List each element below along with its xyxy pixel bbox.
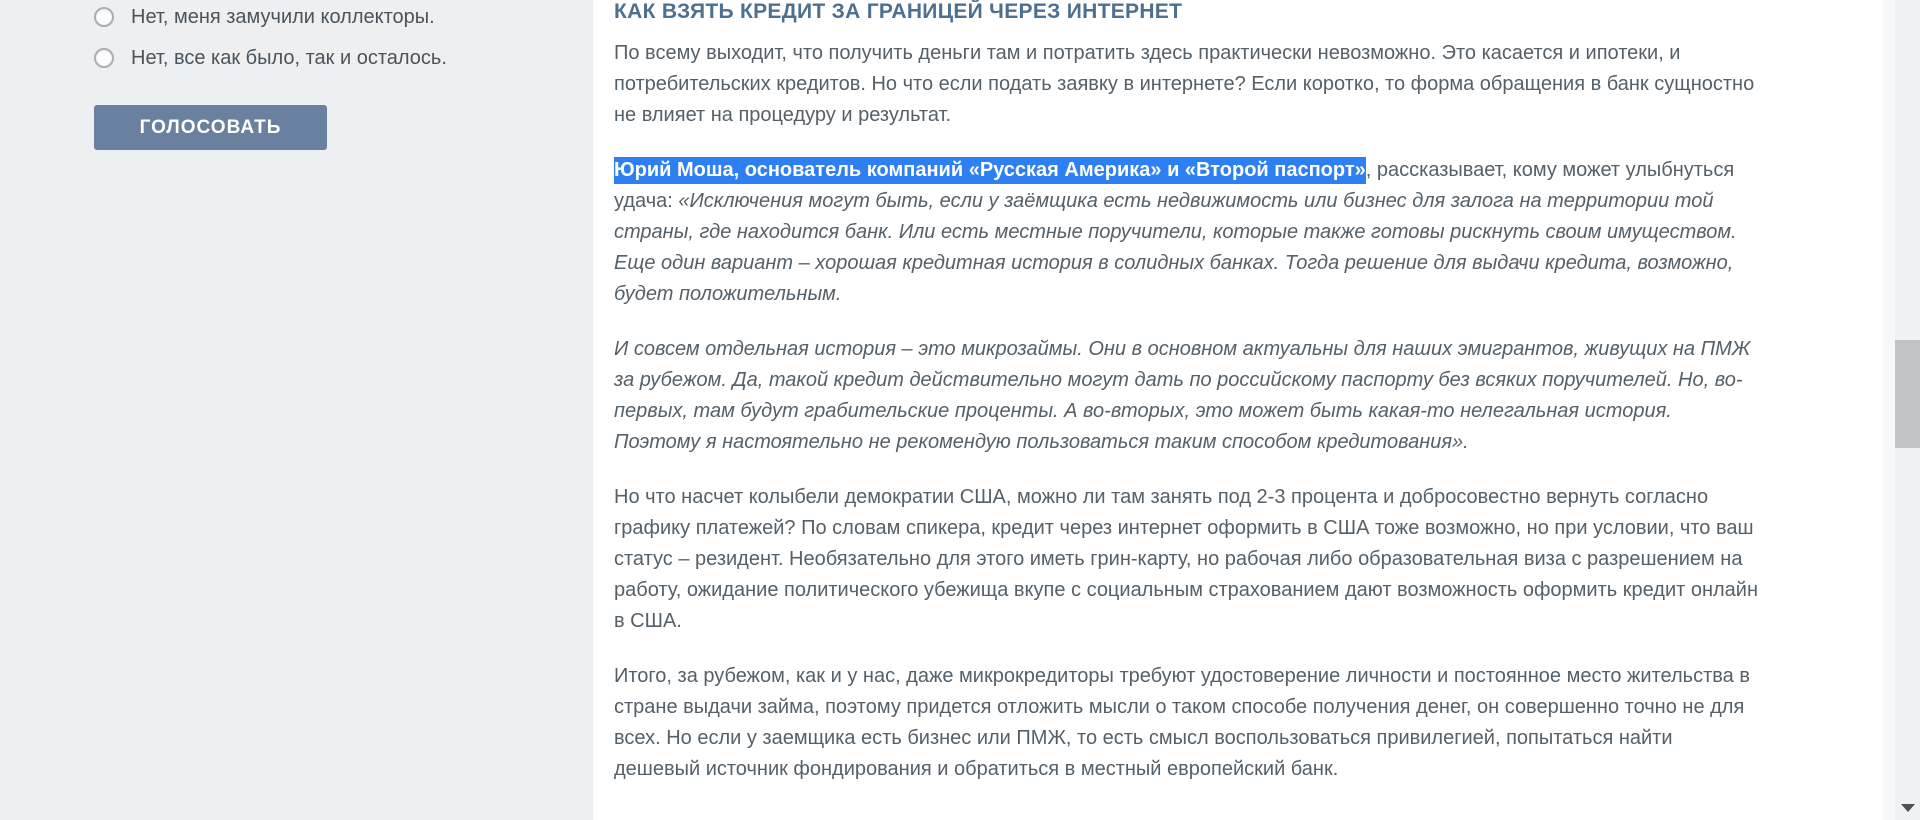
poll-option-label: Нет, меня замучили коллекторы. [131,5,435,28]
scrollbar-thumb[interactable] [1895,340,1920,448]
selected-text: Юрий Моша, основатель компаний «Русская Америка» и «Второй паспорт» [614,157,1366,184]
vote-button[interactable]: ГОЛОСОВАТЬ [94,105,327,150]
article-panel [593,0,1895,820]
paragraph-usa: Но что насчет колыбели демократии США, можно ли там занять под 2-3 процента и добросовестно вернуть согласно графику платежей? По словам спикера, кредит через интернет оформить в США тоже возможно, но при условии, что ваш статус – резидент. Необязательно для этого иметь грин-карту, но рабочая либо образовательная виза с разрешением на работу, ожидание политического убежища вкупе с социальным страхованием дают возможность оформить кредит онлайн в США. [614,486,1759,632]
scrollbar[interactable] [1895,0,1920,820]
paragraph-summary: Итого, за рубежом, как и у нас, даже микрокредиторы требуют удостоверение личности и постоянное место жительства в стране выдачи займа, поэтому придется отложить мысли о таком способе получения денег, он совершенно точно не для всех. Но если у заемщика есть бизнес или ПМЖ, то есть смысл воспользоваться привилегией, попытаться найти дешевый источник фондирования и обратиться в местный европейский банк. [614,665,1750,780]
paragraph-expert [614,155,1760,310]
radio-button-icon[interactable] [94,48,114,68]
poll-option-2[interactable] [94,44,554,72]
poll-option-label: Нет, все как было, так и осталось. [131,46,447,69]
poll-widget [94,3,554,150]
paragraph-intro: По всему выходит, что получить деньги там и потратить здесь практически невозможно. Это касается и ипотеки, и потребительских кредитов. Но что если подать заявку в интернете? Если коротко, то форма обращения в банк сущностно не влияет на процедуру и результат. [614,42,1755,126]
paragraph-quote-continued: И совсем отдельная история – это микрозаймы. Они в основном актуальны для наших эмигрантов, живущих на ПМЖ за рубежом. Да, такой кредит действительно могут дать по российскому паспорту без всяких поручителей. Но, во-первых, там будут грабительские проценты. А во-вторых, это может быть какая-то нелегальная история. Поэтому я настоятельно не рекомендую пользоваться таким способом кредитования». [614,338,1751,453]
paragraph-expert-text: , рассказывает, кому может улыбнуться удача: [614,159,1735,212]
radio-button-icon[interactable] [94,7,114,27]
paragraph-expert-quote: «Исключения могут быть, если у заёмщика есть недвижимость или бизнес для залога на территории той страны, где находится банк. Или есть местные поручители, которые также готовы рискнуть своим имуществом. Еще один вариант – хорошая кредитная история в солидных банках. Тогда решение для выдачи кредита, возможно, будет положительным. [614,190,1737,305]
chevron-down-icon [1901,804,1915,812]
page-background-strip [1883,0,1895,820]
article-heading: КАК ВЗЯТЬ КРЕДИТ ЗА ГРАНИЦЕЙ ЧЕРЕЗ ИНТЕРНЕТ [614,0,1183,23]
scroll-down-button[interactable] [1895,795,1920,820]
poll-option-1[interactable] [94,3,554,31]
